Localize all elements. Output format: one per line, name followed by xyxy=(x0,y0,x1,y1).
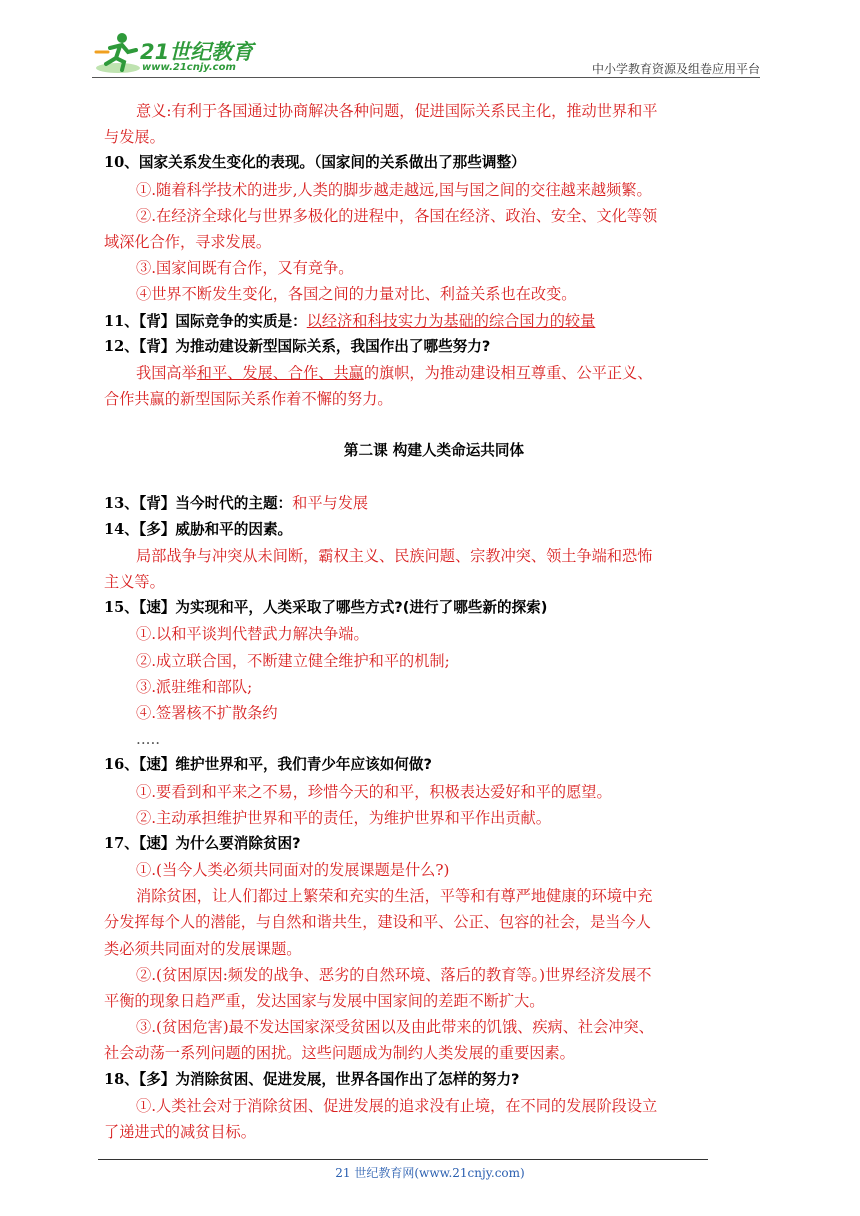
answer-inline xyxy=(307,312,596,330)
answer-line: ②.成立联合国，不断建立健全维护和平的机制; xyxy=(136,651,450,670)
answer-line: ②.主动承担维护世界和平的责任，为维护世界和平作出贡献。 xyxy=(136,808,551,827)
text-segment: 我国高举 xyxy=(136,363,197,382)
question-14 xyxy=(104,517,764,543)
answer-line: ②.在经济全球化与世界多极化的进程中，各国在经济、政治、安全、文化等领 xyxy=(136,206,658,225)
answer-line: ①.以和平谈判代替武力解决争端。 xyxy=(136,625,369,644)
text-line: 意义:有利于各国通过协商解决各种问题，促进国际关系民主化，推动世界和平 xyxy=(136,102,658,120)
question-number: 16、 xyxy=(104,756,139,774)
answer-line: ④世界不断发生变化，各国之间的力量对比、利益关系也在改变。 xyxy=(136,285,577,304)
question-number: 17、 xyxy=(104,834,139,852)
question-number: 15、 xyxy=(104,599,139,617)
answer-line: 了递进式的减贫目标。 xyxy=(104,1122,256,1141)
answer-inline: 和平与发展 xyxy=(292,494,369,513)
question-number: 10、 xyxy=(104,154,139,172)
question-text: 【背】国际竞争的实质是： xyxy=(138,312,307,330)
answer-line: ③.派驻维和部队; xyxy=(136,677,253,696)
underlined-keyword: 和平、发展、合作、共赢 xyxy=(196,363,364,382)
question-number: 13、 xyxy=(104,495,139,513)
text-line: 与发展。 xyxy=(104,128,165,147)
answer-line: 合作共赢的新型国际关系作着不懈的努力。 xyxy=(104,390,393,409)
header-divider xyxy=(92,77,760,78)
question-text: 国家关系发生变化的表现。（国家间的关系做出了那些调整） xyxy=(138,154,526,172)
answer-line: 主义等。 xyxy=(104,573,165,591)
question-text: 【背】为推动建设新型国际关系，我国作出了哪些努力? xyxy=(138,337,491,355)
site-logo[interactable] xyxy=(92,30,262,78)
answer-line: 类必须共同面对的发展课题。 xyxy=(104,939,302,958)
footer-divider xyxy=(98,1159,708,1160)
question-16 xyxy=(104,752,764,778)
logo-url-text: www.21cnjy.com xyxy=(142,62,236,73)
answer-line: 消除贫困，让人们都过上繁荣和充实的生活，平等和有尊严地健康的环境中充 xyxy=(136,887,653,906)
answer-line: 社会动荡一系列问题的困扰。这些问题成为制约人类发展的重要因素。 xyxy=(104,1044,575,1063)
answer-line: ①.随着科学技术的进步,人类的脚步越走越远,国与国之间的交往越来越频繁。 xyxy=(136,180,652,199)
answer-line: ③.国家间既有合作，又有竞争。 xyxy=(136,259,354,278)
question-11 xyxy=(104,308,764,334)
answer-line: 分发挥每个人的潜能，与自然和谐共生，建设和平、公正、包容的社会，是当今人 xyxy=(104,913,651,932)
question-13 xyxy=(104,490,764,516)
underlined-keyword: 以经济和科技实力为基础的综合国力的较量 xyxy=(306,311,596,330)
answer-line: 局部战争与冲突从未间断，霸权主义、民族问题、宗教冲突、领土争端和恐怖 xyxy=(136,546,653,565)
ellipsis-line: ..... xyxy=(136,730,161,749)
answer-line: ②.(贫困原因:频发的战争、恶劣的自然环境、落后的教育等。)世界经济发展不 xyxy=(136,965,652,984)
page-header xyxy=(92,30,760,78)
question-number: 12、 xyxy=(104,337,139,355)
platform-name: 中小学教育资源及组卷应用平台 xyxy=(591,62,760,76)
question-text: 【速】为实现和平，人类采取了哪些方式?(进行了哪些新的探索) xyxy=(138,599,548,617)
document-body xyxy=(104,98,764,1145)
question-15 xyxy=(104,595,764,621)
question-18 xyxy=(104,1067,764,1093)
question-17 xyxy=(104,831,764,857)
answer-line: ①.人类社会对于消除贫困、促进发展的追求没有止境，在不同的发展阶段设立 xyxy=(136,1096,658,1115)
question-number: 11、 xyxy=(104,312,139,330)
question-text: 【速】为什么要消除贫困? xyxy=(138,834,301,852)
section-title: 第二课 构建人类命运共同体 xyxy=(343,442,525,460)
answer-line: 平衡的现象日趋严重，发达国家与发展中国家间的差距不断扩大。 xyxy=(104,992,545,1010)
spacer xyxy=(104,412,764,438)
answer-line: ③.(贫困危害)最不发达国家深受贫困以及由此带来的饥饿、疾病、社会冲突、 xyxy=(136,1018,654,1037)
question-12 xyxy=(104,334,764,360)
answer-line: ①.(当今人类必须共同面对的发展课题是什么?) xyxy=(136,861,450,880)
question-text: 【速】维护世界和平，我们青少年应该如何做? xyxy=(138,756,432,774)
runner-logo-icon xyxy=(92,30,142,76)
answer-line: ④.签署核不扩散条约 xyxy=(136,703,278,722)
answer-line xyxy=(104,360,764,386)
question-text: 【背】当今时代的主题： xyxy=(138,495,293,513)
text-segment: 的旗帜，为推动建设相互尊重、公平正义、 xyxy=(363,363,653,382)
answer-line: ①.要看到和平来之不易，珍惜今天的和平，积极表达爱好和平的愿望。 xyxy=(136,782,612,801)
question-text: 【多】为消除贫困、促进发展，世界各国作出了怎样的努力? xyxy=(138,1070,520,1088)
question-10 xyxy=(104,150,764,176)
question-number: 14、 xyxy=(104,520,139,538)
logo-brand-text: 21世纪教育 xyxy=(140,40,254,64)
question-number: 18、 xyxy=(104,1070,139,1088)
question-text: 【多】威胁和平的因素。 xyxy=(138,520,293,538)
answer-line: 域深化合作，寻求发展。 xyxy=(104,232,272,251)
footer-link[interactable]: 21 世纪教育网(www.21cnjy.com) xyxy=(335,1166,525,1180)
spacer xyxy=(104,464,764,490)
